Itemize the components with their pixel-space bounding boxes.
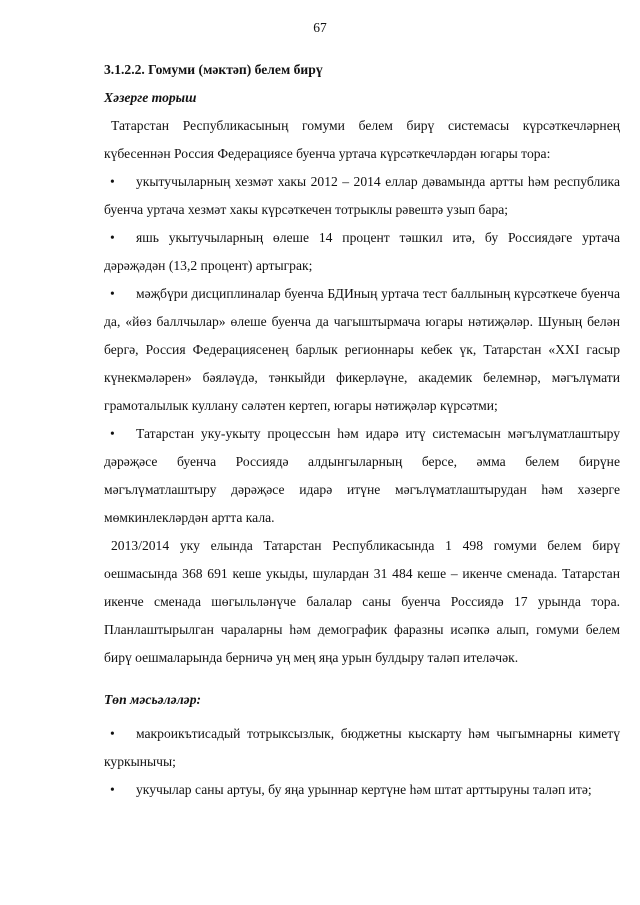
bullet-icon: • [110, 726, 115, 741]
bullet-item [104, 224, 620, 280]
bullet-text: Татарстан уку-укыту процессын һәм идарә итү системасын мәгълүматлаштыру дәрәҗәсе буенча Россиядә алдынгыларның берсе, әмма белем бирүне мәгълүматлаштыру дәрәҗәсе идарә итүне мәгълүматлаштырудан һәм хәзерге мөмкинлекләрдән артта кала. [104, 426, 620, 525]
bullet-icon: • [110, 782, 115, 797]
subheading-current-state: Хәзерге торыш [104, 90, 197, 105]
bullet-item [104, 776, 620, 804]
bullet-icon: • [110, 426, 115, 441]
bullet-text: макроикътисадый тотрыксызлык, бюджетны кыскарту һәм чыгымнарны киметү куркынычы; [104, 726, 620, 769]
bullet-icon: • [110, 286, 115, 301]
bullet-icon: • [110, 230, 115, 245]
bullet-item [104, 420, 620, 532]
bullet-item [104, 168, 620, 224]
section-spacer [104, 672, 620, 686]
bullet-item [104, 720, 620, 776]
bullet-icon: • [110, 174, 115, 189]
bullet-text: укытучыларның хезмәт хакы 2012 – 2014 еллар дәвамында артты һәм республика буенча уртача хезмәт хакы күрсәткечен тотрыклы рәвештә узып бара; [104, 174, 620, 217]
section-heading: 3.1.2.2. Гомуми (мәктәп) белем бирү [104, 62, 323, 77]
subheading-problems: Төп мәсьәләләр: [104, 692, 202, 707]
bullet-item [104, 280, 620, 420]
page-number: 67 [313, 20, 327, 35]
intro-paragraph: Татарстан Республикасының гомуми белем бирү системасы күрсәткечләрнең күбесеннән Россия Федерациясе буенча уртача күрсәткечләрдән югары тора: [104, 118, 620, 161]
bullet-text: мәҗбүри дисциплиналар буенча БДИның уртача тест баллының күрсәткече буенча да, «йөз баллчылар» өлеше буенча да чагыштырмача югары нәтиҗәләр. Шуның белән бергә, Россия Федерациясенең барлык регионнары кебек үк, Татарстан «XXI гасыр күнекмәләрен» бәяләүдә, тәнкыйди фикерләүне, академик белемнәр, мәгълүмати грамоталылык куллану сәләтен кертеп, югары нәтиҗәләр күрсәтми; [104, 286, 620, 413]
bullet-text: яшь укытучыларның өлеше 14 процент тәшкил итә, бу Россиядәге уртача дәрәҗәдән (13,2 процент) артыграк; [104, 230, 620, 273]
bullet-text: укучылар саны артуы, бу яңа урыннар кертүне һәм штат арттыруны таләп итә; [136, 782, 592, 797]
page-content [104, 56, 620, 804]
enrollment-paragraph: 2013/2014 уку елында Татарстан Республикасында 1 498 гомуми белем бирү оешмасында 368 691 кеше укыды, шулардан 31 484 кеше – икенче сменада. Татарстан икенче сменада шөгыльләнүче балалар саны буенча Россиядә 17 урында тора. Планлаштырылган чараларны һәм демографик фаразны исәпкә алып, гомуми белем бирү оешмаларында берничә уң мең яңа урын булдыру таләп ителәчәк. [104, 538, 620, 665]
